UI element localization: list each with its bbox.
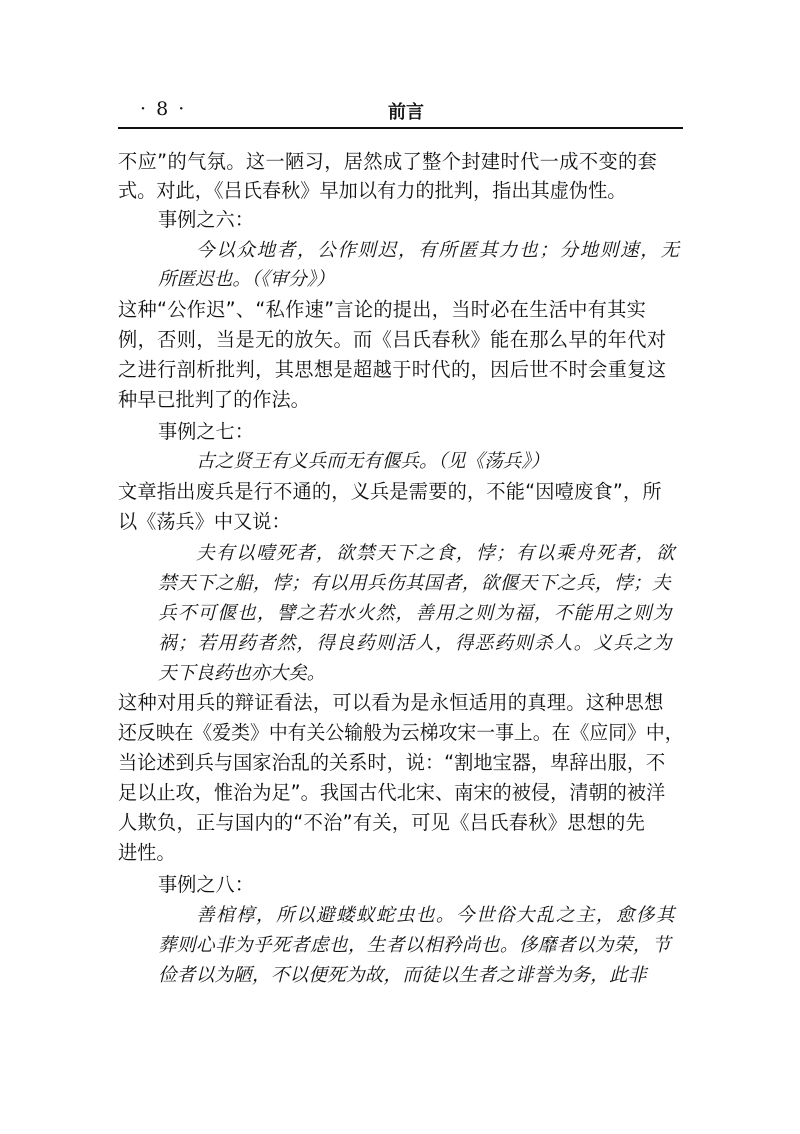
quote-line: 葬则心非为乎死者虑也，生者以相矜尚也。侈靡者以为荣，节 — [158, 935, 671, 956]
body-line: 足以止攻，惟治为足”。我国古代北宋、南宋的被侵，清朝的被洋 — [118, 781, 666, 804]
quote-line: 天下良药也亦大矣。 — [158, 663, 326, 684]
body-line: 不应”的气氛。这一陋习，居然成了整个封建时代一成不变的套 — [118, 150, 658, 173]
quote-line: 善棺椁，所以避蝼蚁蛇虫也。今世俗大乱之主，愈侈其 — [196, 905, 676, 926]
running-title: 前言 — [388, 102, 424, 123]
header-rule — [118, 127, 683, 129]
quote-line: 所匿迟也。（《审分》） — [158, 269, 335, 290]
quote-line: 禁天下之船，悖；有以用兵伤其国者，欲偃天下之兵，悖；夫 — [158, 573, 671, 594]
body-line: 这种对用兵的辩证看法，可以看为是永恒适用的真理。这种思想 — [118, 691, 664, 714]
body-line: 进性。 — [118, 841, 176, 864]
quote-line: 今以众地者，公作则迟，有所匿其力也；分地则速，无 — [196, 240, 681, 261]
quote-line: 祸；若用药者然，得良药则活人，得恶药则杀人。义兵之为 — [158, 633, 673, 654]
body-line: 当论述到兵与国家治乱的关系时，说：“割地宝器，卑辞出服，不 — [118, 751, 666, 774]
body-line: 式。对此，《吕氏春秋》早加以有力的批判，指出其虚伪性。 — [118, 179, 627, 202]
example-heading: 事例之八： — [158, 873, 254, 896]
page-number: · 8 · — [140, 98, 187, 120]
body-line: 人欺负，正与国内的“不治”有关，可见《吕氏春秋》思想的先 — [118, 811, 646, 834]
quote-line: 古之贤王有义兵而无有偃兵。（见《荡兵》） — [196, 451, 550, 472]
quote-line: 兵不可偃也，譬之若水火然，善用之则为福，不能用之则为 — [158, 603, 673, 624]
body-line: 以《荡兵》中又说： — [118, 510, 291, 533]
body-line: 之进行剖析批判，其思想是超越于时代的，因后世不时会重复这 — [118, 358, 667, 381]
example-heading: 事例之七： — [158, 420, 254, 443]
body-line: 还反映在《爱类》中有关公输般为云梯攻宋一事上。在《应同》中， — [118, 721, 684, 744]
body-line: 例，否则，当是无的放矢。而《吕氏春秋》能在那么早的年代对 — [118, 328, 667, 351]
body-line: 种早已批判了的作法。 — [118, 388, 310, 411]
page-header — [118, 96, 683, 128]
body-line: 文章指出废兵是行不通的，义兵是需要的，不能“因噎废食”，所 — [118, 480, 662, 503]
quote-line: 夫有以噎死者，欲禁天下之食，悖；有以乘舟死者，欲 — [196, 543, 676, 564]
quote-line: 俭者以为陋，不以便死为故，而徒以生者之诽誉为务，此非 — [158, 965, 647, 986]
body-line: 这种“公作迟”、“私作速”言论的提出，当时必在生活中有其实 — [118, 298, 647, 321]
example-heading: 事例之六： — [158, 208, 254, 231]
